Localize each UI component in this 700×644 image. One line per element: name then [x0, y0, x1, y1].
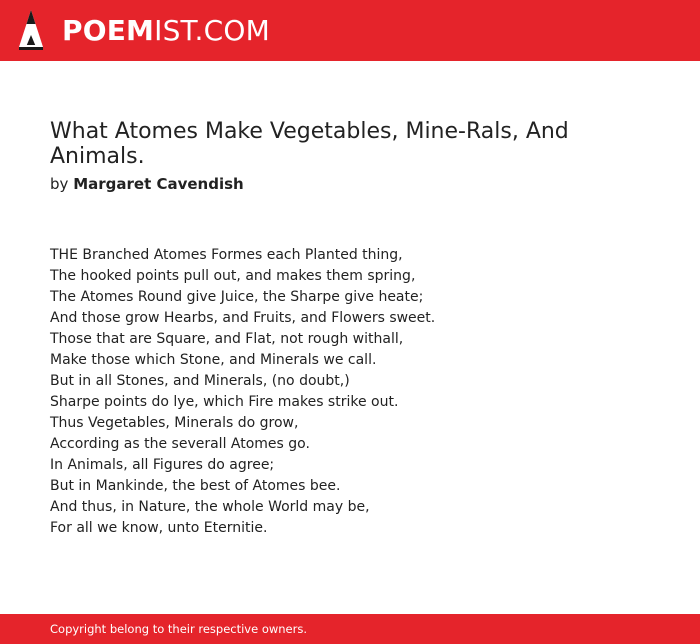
poem-line: For all we know, unto Eternitie. — [50, 520, 268, 536]
site-header — [0, 0, 700, 61]
poem-line: Those that are Square, and Flat, not rough withall, — [50, 331, 404, 347]
copyright-text: Copyright belong to their respective owners. — [50, 622, 308, 636]
byline — [50, 175, 244, 193]
poem-line: THE Branched Atomes Formes each Planted thing, — [50, 247, 403, 263]
author-name: Margaret Cavendish — [73, 175, 244, 193]
brand-bold-text: POEM — [62, 14, 155, 47]
poem-line: Sharpe points do lye, which Fire makes strike out. — [50, 394, 399, 410]
brand-light-text: IST.COM — [154, 14, 270, 47]
poem-line: The Atomes Round give Juice, the Sharpe give heate; — [50, 289, 424, 305]
poem-line: Thus Vegetables, Minerals do grow, — [50, 415, 299, 431]
poem-line: In Animals, all Figures do agree; — [50, 457, 275, 473]
poem-body — [50, 245, 650, 539]
poem-line: And those grow Hearbs, and Fruits, and Flowers sweet. — [50, 310, 436, 326]
poem-line: But in Mankinde, the best of Atomes bee. — [50, 478, 341, 494]
pencil-logo-icon[interactable] — [18, 9, 44, 51]
poem-line: According as the severall Atomes go. — [50, 436, 310, 452]
site-footer — [0, 614, 700, 644]
poem-line: Make those which Stone, and Minerals we call. — [50, 352, 377, 368]
poem-line: The hooked points pull out, and makes them spring, — [50, 268, 416, 284]
poem-line: And thus, in Nature, the whole World may be, — [50, 499, 370, 515]
poem-line: But in all Stones, and Minerals, (no doubt,) — [50, 373, 350, 389]
poem-title: What Atomes Make Vegetables, Mine-Rals, And Animals. — [50, 119, 569, 169]
site-logo-text[interactable] — [62, 15, 270, 47]
by-label: by — [50, 175, 69, 193]
